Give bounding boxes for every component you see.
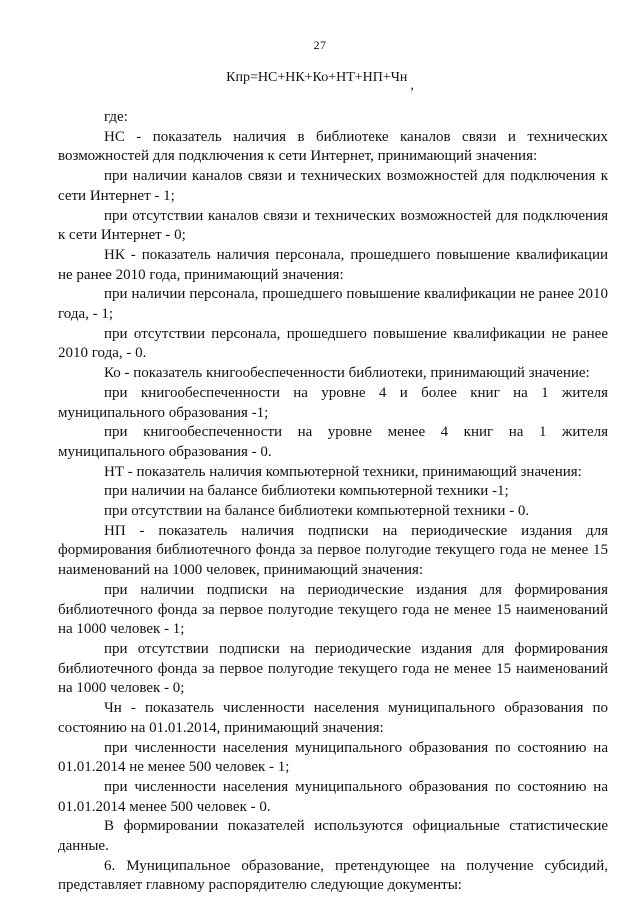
paragraph-nk-value-1: при наличии персонала, прошедшего повышение квалификации не ранее 2010 года, - 1; xyxy=(58,286,608,323)
paragraph-nk-value-0: при отсутствии персонала, прошедшего повышение квалификации не ранее 2010 года, - 0. xyxy=(58,325,608,362)
formula-comma: , xyxy=(410,78,414,93)
paragraph-np-value-1: при наличии подписки на периодические издания для формирования библиотечного фонда за первое полугодие текущего года не менее 15 наименований на 1000 человек - 1; xyxy=(58,581,608,638)
paragraph-ko-definition: Ко - показатель книгообеспеченности библиотеки, принимающий значение: xyxy=(104,365,590,382)
paragraph-nt-value-1: при наличии на балансе библиотеки компьютерной техники -1; xyxy=(104,483,509,500)
paragraph-where: где: xyxy=(104,109,128,125)
paragraph-chn-value-0: при численности населения муниципального образования по состоянию на 01.01.2014 менее 500 человек - 0. xyxy=(58,778,608,815)
formula xyxy=(0,70,640,93)
paragraph-nt-value-0: при отсутствии на балансе библиотеки компьютерной техники - 0. xyxy=(104,503,530,520)
paragraph-statistics-note: В формировании показателей используются официальные статистические данные. xyxy=(58,818,608,855)
paragraph-np-value-0: при отсутствии подписки на периодические издания для формирования библиотечного фонда за первое полугодие текущего года не менее 15 наименований на 1000 человек - 0; xyxy=(58,640,608,697)
paragraph-np-definition: НП - показатель наличия подписки на периодические издания для формирования библиотечного фонда за первое полугодие текущего года не менее 15 наименований на 1000 человек, принимающий значения: xyxy=(58,522,608,579)
paragraph-nk-definition: НК - показатель наличия персонала, прошедшего повышение квалификации не ранее 2010 года, принимающий значения: xyxy=(58,246,608,283)
paragraph-ns-value-0: при отсутствии каналов связи и технических возможностей для подключения к сети Интернет - 0; xyxy=(58,207,608,244)
paragraph-ko-value-1: при книгообеспеченности на уровне 4 и более книг на 1 жителя муниципального образования -1; xyxy=(58,384,608,421)
paragraph-chn-definition: Чн - показатель численности населения муниципального образования по состоянию на 01.01.2014, принимающий значения: xyxy=(58,700,608,736)
paragraph-chn-value-1: при численности населения муниципального образования по состоянию на 01.01.2014 не менее 500 человек - 1; xyxy=(58,739,608,776)
document-body xyxy=(58,108,608,896)
paragraph-ns-value-1: при наличии каналов связи и технических возможностей для подключения к сети Интернет - 1; xyxy=(58,168,608,204)
page-number: 27 xyxy=(313,38,327,52)
paragraph-ns-definition: НС - показатель наличия в библиотеке каналов связи и технических возможностей для подключения к сети Интернет, принимающий значения: xyxy=(58,128,608,165)
paragraph-section-6: 6. Муниципальное образование, претендующее на получение субсидий, представляет главному распорядителю следующие документы: xyxy=(58,857,608,894)
paragraph-ko-value-0: при книгообеспеченности на уровне менее 4 книг на 1 жителя муниципального образования - 0. xyxy=(58,424,608,460)
paragraph-nt-definition: НТ - показатель наличия компьютерной техники, принимающий значения: xyxy=(104,463,582,480)
formula-text: Кпр=НС+НК+Ко+НТ+НП+Чн xyxy=(226,70,408,85)
